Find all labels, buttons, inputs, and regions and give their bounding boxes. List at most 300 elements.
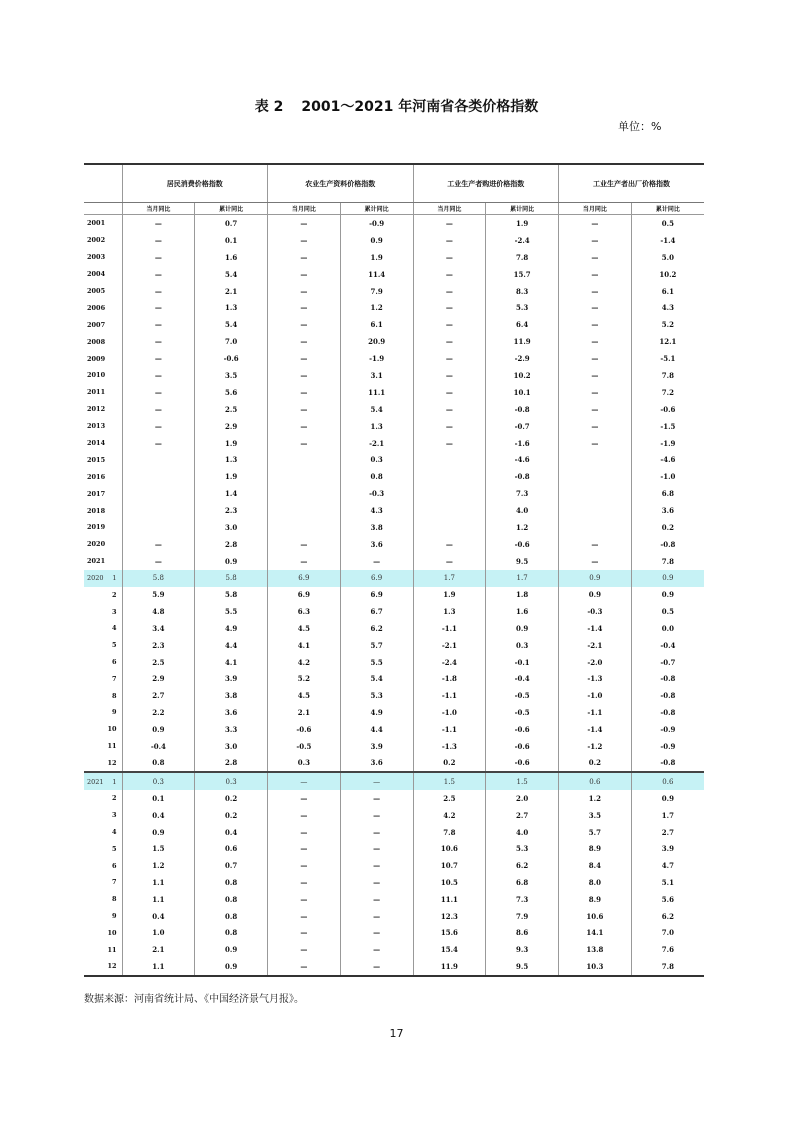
month-label: 10 — [107, 725, 117, 734]
value-cell: -2.4 — [413, 654, 486, 671]
month-label: 2 — [111, 794, 117, 803]
value-cell: 6.8 — [631, 485, 704, 502]
value-cell: — — [268, 316, 341, 333]
table-row — [84, 874, 704, 891]
year-label: 2020 — [87, 540, 106, 549]
row-label — [84, 924, 122, 941]
value-cell: 3.8 — [195, 687, 268, 704]
value-cell: — — [559, 283, 632, 300]
value-cell: 7.6 — [631, 941, 704, 958]
value-cell: — — [559, 215, 632, 232]
value-cell: — — [559, 367, 632, 384]
value-cell: 3.3 — [195, 721, 268, 738]
value-cell: 2.9 — [122, 670, 195, 687]
row-label — [84, 670, 122, 687]
table-row — [84, 401, 704, 418]
value-cell: 9.5 — [486, 958, 559, 976]
month-label: 3 — [111, 811, 117, 820]
value-cell: 8.9 — [559, 840, 632, 857]
value-cell: -2.1 — [559, 637, 632, 654]
value-cell: — — [340, 874, 413, 891]
value-cell: 4.4 — [195, 637, 268, 654]
sub-header-cumulative: 累计同比 — [340, 203, 413, 215]
value-cell: 9.3 — [486, 941, 559, 958]
value-cell: 2.5 — [122, 654, 195, 671]
group-header-purchase: 工业生产者购进价格指数 — [413, 164, 559, 203]
value-cell: 3.6 — [195, 704, 268, 721]
value-cell: 7.8 — [413, 824, 486, 841]
value-cell: 1.5 — [122, 840, 195, 857]
sub-header-cumulative: 累计同比 — [195, 203, 268, 215]
value-cell: 4.9 — [340, 704, 413, 721]
value-cell — [413, 502, 486, 519]
table-number: 表 2 — [254, 99, 284, 115]
value-cell: 6.9 — [268, 587, 341, 604]
value-cell: 6.2 — [486, 857, 559, 874]
value-cell: 5.9 — [122, 587, 195, 604]
value-cell: 5.7 — [340, 637, 413, 654]
year-label: 2020 — [87, 574, 104, 583]
value-cell: 6.9 — [340, 570, 413, 587]
value-cell: 6.2 — [340, 620, 413, 637]
value-cell — [413, 468, 486, 485]
value-cell: 0.7 — [195, 857, 268, 874]
value-cell: 6.3 — [268, 603, 341, 620]
value-cell: 0.8 — [195, 874, 268, 891]
table-body — [84, 215, 704, 976]
value-cell: — — [559, 435, 632, 452]
value-cell: -1.9 — [340, 350, 413, 367]
value-cell: 7.8 — [631, 553, 704, 570]
value-cell: — — [340, 908, 413, 925]
value-cell: 1.3 — [340, 418, 413, 435]
value-cell: — — [340, 772, 413, 790]
table-row — [84, 738, 704, 755]
year-label: 2013 — [87, 422, 106, 431]
value-cell: -0.8 — [631, 670, 704, 687]
value-cell: 0.7 — [195, 215, 268, 232]
table-row — [84, 807, 704, 824]
value-cell: 2.1 — [268, 704, 341, 721]
value-cell: — — [268, 266, 341, 283]
table-row — [84, 384, 704, 401]
value-cell: 0.6 — [559, 772, 632, 790]
value-cell: 4.8 — [122, 603, 195, 620]
value-cell: — — [340, 553, 413, 570]
value-cell: 2.7 — [122, 687, 195, 704]
value-cell: 0.6 — [195, 840, 268, 857]
table-row — [84, 721, 704, 738]
value-cell: 2.3 — [122, 637, 195, 654]
value-cell: — — [268, 350, 341, 367]
value-cell: 3.5 — [559, 807, 632, 824]
value-cell: 3.8 — [340, 519, 413, 536]
table-row — [84, 468, 704, 485]
sub-header-monthly: 当月同比 — [268, 203, 341, 215]
value-cell: — — [268, 772, 341, 790]
value-cell: 0.9 — [559, 587, 632, 604]
year-label: 2005 — [87, 287, 106, 295]
table-row — [84, 654, 704, 671]
value-cell: 5.4 — [340, 401, 413, 418]
value-cell: — — [340, 924, 413, 941]
value-cell: — — [122, 536, 195, 553]
value-cell: 5.8 — [195, 570, 268, 587]
value-cell: 0.9 — [195, 958, 268, 976]
value-cell: 5.1 — [631, 874, 704, 891]
table-row — [84, 754, 704, 772]
value-cell — [122, 451, 195, 468]
value-cell: 1.5 — [486, 772, 559, 790]
value-cell: 1.1 — [122, 874, 195, 891]
year-label: 2021 — [87, 557, 106, 566]
value-cell: 5.3 — [486, 299, 559, 316]
value-cell: -0.4 — [122, 738, 195, 755]
value-cell: 11.9 — [486, 333, 559, 350]
value-cell: 0.9 — [340, 232, 413, 249]
corner-cell — [84, 164, 122, 203]
value-cell — [122, 485, 195, 502]
value-cell: — — [559, 384, 632, 401]
value-cell: 4.0 — [486, 824, 559, 841]
value-cell: -2.9 — [486, 350, 559, 367]
row-label — [84, 249, 122, 266]
value-cell: 9.5 — [486, 553, 559, 570]
row-label — [84, 502, 122, 519]
table-row — [84, 350, 704, 367]
value-cell: 2.9 — [195, 418, 268, 435]
row-label — [84, 824, 122, 841]
month-label: 7 — [111, 674, 117, 683]
value-cell: — — [559, 232, 632, 249]
value-cell: -0.7 — [486, 418, 559, 435]
value-cell: -0.9 — [340, 215, 413, 232]
month-label: 9 — [111, 708, 117, 717]
value-cell: — — [268, 249, 341, 266]
value-cell: 2.5 — [195, 401, 268, 418]
value-cell: 6.8 — [486, 874, 559, 891]
value-cell: — — [413, 232, 486, 249]
value-cell: — — [122, 249, 195, 266]
month-label: 12 — [107, 962, 117, 971]
value-cell: 10.6 — [413, 840, 486, 857]
value-cell: 1.2 — [486, 519, 559, 536]
row-label — [84, 958, 122, 976]
value-cell: -1.2 — [559, 738, 632, 755]
value-cell — [413, 451, 486, 468]
value-cell: 5.6 — [195, 384, 268, 401]
value-cell: — — [122, 215, 195, 232]
year-label: 2015 — [87, 455, 106, 464]
value-cell: 0.8 — [122, 754, 195, 772]
value-cell: — — [122, 435, 195, 452]
value-cell: 0.9 — [631, 790, 704, 807]
month-label: 2 — [111, 590, 117, 599]
data-source-note: 数据来源：河南省统计局、《中国经济景气月报》。 — [84, 994, 304, 1005]
value-cell: 1.8 — [486, 587, 559, 604]
value-cell: 7.9 — [486, 908, 559, 925]
year-label: 2016 — [87, 472, 106, 481]
value-cell: 0.4 — [122, 908, 195, 925]
value-cell: — — [122, 401, 195, 418]
table-row — [84, 215, 704, 232]
value-cell: — — [122, 350, 195, 367]
year-label: 2009 — [87, 354, 106, 363]
value-cell: — — [122, 316, 195, 333]
value-cell: 3.0 — [195, 519, 268, 536]
value-cell: 5.8 — [122, 570, 195, 587]
value-cell: — — [268, 553, 341, 570]
value-cell: — — [268, 215, 341, 232]
year-label: 2019 — [87, 523, 106, 532]
row-label — [84, 807, 122, 824]
row-label — [84, 215, 122, 232]
table-row — [84, 266, 704, 283]
value-cell: -1.1 — [413, 687, 486, 704]
value-cell: -2.1 — [413, 637, 486, 654]
value-cell — [268, 485, 341, 502]
value-cell: 0.3 — [486, 637, 559, 654]
value-cell: — — [340, 807, 413, 824]
value-cell: — — [413, 316, 486, 333]
value-cell: 0.8 — [195, 891, 268, 908]
value-cell — [559, 502, 632, 519]
row-label — [84, 790, 122, 807]
value-cell: 4.1 — [195, 654, 268, 671]
value-cell: — — [268, 824, 341, 841]
table-row — [84, 687, 704, 704]
row-label — [84, 418, 122, 435]
value-cell: 4.9 — [195, 620, 268, 637]
value-cell: -0.3 — [340, 485, 413, 502]
value-cell: 1.7 — [631, 807, 704, 824]
value-cell: 4.5 — [268, 620, 341, 637]
value-cell: -1.4 — [559, 721, 632, 738]
value-cell: 10.7 — [413, 857, 486, 874]
year-label: 2002 — [87, 236, 106, 245]
month-label: 11 — [107, 945, 117, 954]
value-cell: -1.8 — [413, 670, 486, 687]
value-cell: 0.9 — [631, 570, 704, 587]
year-label: 2014 — [87, 439, 106, 448]
value-cell: 1.9 — [486, 215, 559, 232]
value-cell: — — [268, 874, 341, 891]
value-cell — [413, 485, 486, 502]
row-label — [84, 637, 122, 654]
value-cell: 3.9 — [631, 840, 704, 857]
value-cell: 2.7 — [631, 824, 704, 841]
value-cell: 5.4 — [195, 316, 268, 333]
value-cell: — — [268, 807, 341, 824]
row-label — [84, 350, 122, 367]
value-cell: -0.4 — [486, 670, 559, 687]
row-label — [84, 857, 122, 874]
table-row — [84, 857, 704, 874]
table-row — [84, 772, 704, 790]
table-row — [84, 824, 704, 841]
value-cell — [413, 519, 486, 536]
value-cell: 10.5 — [413, 874, 486, 891]
value-cell: 7.8 — [631, 958, 704, 976]
value-cell: — — [268, 790, 341, 807]
table-row — [84, 891, 704, 908]
table-row — [84, 418, 704, 435]
value-cell: — — [122, 232, 195, 249]
row-label — [84, 738, 122, 755]
value-cell: — — [559, 418, 632, 435]
value-cell: 4.0 — [486, 502, 559, 519]
value-cell: 6.7 — [340, 603, 413, 620]
value-cell: — — [268, 941, 341, 958]
value-cell: — — [413, 435, 486, 452]
value-cell: — — [122, 266, 195, 283]
year-label: 2008 — [87, 337, 106, 346]
table-row — [84, 502, 704, 519]
value-cell: — — [268, 908, 341, 925]
value-cell: 5.2 — [631, 316, 704, 333]
row-label — [84, 468, 122, 485]
value-cell: — — [559, 316, 632, 333]
year-label: 2011 — [87, 388, 106, 397]
month-label: 1 — [112, 574, 117, 583]
value-cell: 8.6 — [486, 924, 559, 941]
table-row — [84, 570, 704, 587]
value-cell: -0.5 — [268, 738, 341, 755]
value-cell: 3.6 — [340, 754, 413, 772]
value-cell: 0.5 — [631, 215, 704, 232]
year-label: 2004 — [87, 270, 106, 279]
value-cell: — — [268, 857, 341, 874]
value-cell: — — [559, 401, 632, 418]
row-label — [84, 704, 122, 721]
value-cell: 1.4 — [195, 485, 268, 502]
value-cell: 4.1 — [268, 637, 341, 654]
value-cell: 5.4 — [340, 670, 413, 687]
row-label — [84, 840, 122, 857]
value-cell: -1.0 — [559, 687, 632, 704]
value-cell: -0.1 — [486, 654, 559, 671]
value-cell: -0.9 — [631, 738, 704, 755]
value-cell: 11.1 — [413, 891, 486, 908]
table-row — [84, 435, 704, 452]
value-cell: — — [413, 266, 486, 283]
value-cell: — — [268, 958, 341, 976]
value-cell: — — [268, 435, 341, 452]
table-row — [84, 924, 704, 941]
value-cell: — — [559, 536, 632, 553]
row-label — [84, 451, 122, 468]
table-row — [84, 908, 704, 925]
value-cell: 7.3 — [486, 891, 559, 908]
value-cell: 0.9 — [195, 941, 268, 958]
table-row — [84, 519, 704, 536]
value-cell: 4.2 — [268, 654, 341, 671]
value-cell: -0.6 — [268, 721, 341, 738]
table-row — [84, 485, 704, 502]
value-cell: -0.6 — [486, 754, 559, 772]
value-cell: 11.4 — [340, 266, 413, 283]
table-row — [84, 840, 704, 857]
value-cell: 6.9 — [340, 587, 413, 604]
value-cell: — — [559, 553, 632, 570]
year-label: 2021 — [87, 777, 104, 786]
value-cell: -0.8 — [631, 754, 704, 772]
value-cell: -0.6 — [195, 350, 268, 367]
value-cell: 1.3 — [195, 451, 268, 468]
value-cell: — — [559, 350, 632, 367]
row-label — [84, 687, 122, 704]
value-cell: 1.2 — [340, 299, 413, 316]
value-cell: — — [340, 958, 413, 976]
table-row — [84, 232, 704, 249]
table-row — [84, 941, 704, 958]
table-row — [84, 249, 704, 266]
month-label: 6 — [111, 861, 117, 870]
value-cell: — — [413, 536, 486, 553]
value-cell: -0.8 — [486, 468, 559, 485]
value-cell: — — [340, 941, 413, 958]
value-cell: 0.2 — [413, 754, 486, 772]
month-label: 1 — [112, 777, 117, 786]
row-label — [84, 384, 122, 401]
value-cell: — — [122, 333, 195, 350]
value-cell — [122, 502, 195, 519]
table-row — [84, 790, 704, 807]
table-row — [84, 283, 704, 300]
value-cell: -0.8 — [486, 401, 559, 418]
value-cell: — — [122, 553, 195, 570]
month-label: 11 — [107, 742, 117, 751]
value-cell: 1.9 — [195, 435, 268, 452]
value-cell: 3.6 — [631, 502, 704, 519]
value-cell: 0.3 — [340, 451, 413, 468]
row-label — [84, 891, 122, 908]
value-cell: -1.3 — [413, 738, 486, 755]
value-cell: 0.2 — [631, 519, 704, 536]
value-cell: 0.9 — [122, 721, 195, 738]
value-cell: 0.9 — [559, 570, 632, 587]
price-index-table — [84, 163, 704, 977]
row-label — [84, 874, 122, 891]
value-cell: 0.1 — [195, 232, 268, 249]
value-cell: 10.2 — [631, 266, 704, 283]
value-cell: — — [268, 384, 341, 401]
value-cell: 0.8 — [195, 924, 268, 941]
value-cell: -1.5 — [631, 418, 704, 435]
value-cell: 7.9 — [340, 283, 413, 300]
year-label: 2001 — [87, 219, 106, 228]
value-cell: -0.4 — [631, 637, 704, 654]
value-cell: 5.3 — [486, 840, 559, 857]
value-cell: 0.6 — [631, 772, 704, 790]
row-label — [84, 908, 122, 925]
value-cell: 1.1 — [122, 958, 195, 976]
value-cell: 4.2 — [413, 807, 486, 824]
value-cell: 1.7 — [486, 570, 559, 587]
value-cell: 0.8 — [195, 908, 268, 925]
unit-label: 单位：% — [618, 120, 662, 133]
value-cell: 4.3 — [631, 299, 704, 316]
row-label — [84, 570, 122, 587]
year-label: 2017 — [87, 489, 106, 498]
value-cell: 0.2 — [559, 754, 632, 772]
value-cell: 11.1 — [340, 384, 413, 401]
value-cell: -2.4 — [486, 232, 559, 249]
row-label — [84, 283, 122, 300]
value-cell: — — [413, 350, 486, 367]
value-cell: -5.1 — [631, 350, 704, 367]
value-cell: — — [559, 333, 632, 350]
